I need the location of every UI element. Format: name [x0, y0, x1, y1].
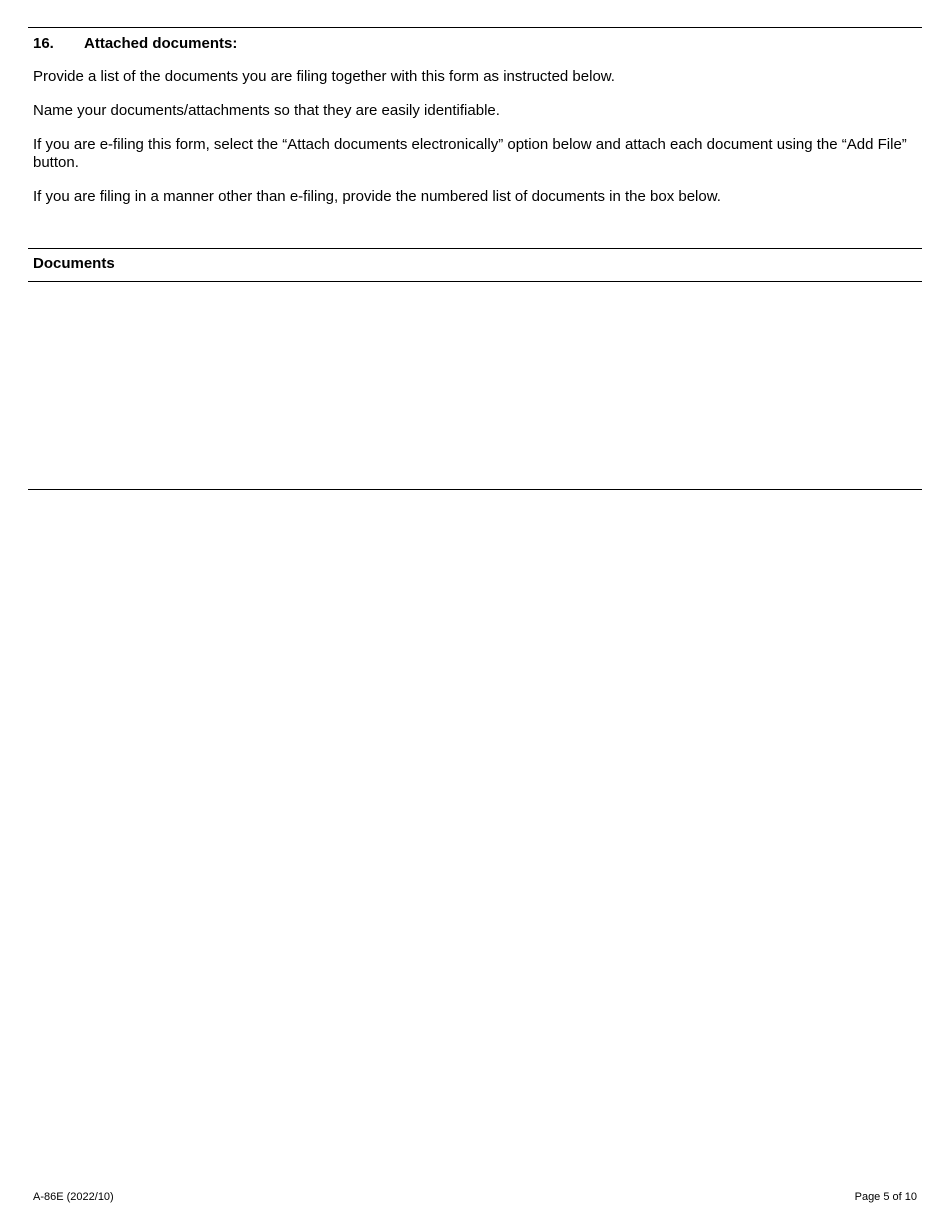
top-rule [28, 27, 922, 28]
instruction-paragraph: Provide a list of the documents you are filing together with this form as instructed below. [33, 68, 615, 85]
documents-bottom-rule [28, 489, 922, 490]
section-title: Attached documents: [84, 35, 238, 52]
documents-top-rule [28, 248, 922, 249]
instruction-paragraph: If you are e-filing this form, select the “Attach documents electronically” option below and attach each document using the “Add File” button. [33, 136, 907, 171]
page-number: Page 5 of 10 [854, 1191, 917, 1203]
instruction-paragraph: If you are filing in a manner other than e-filing, provide the numbered list of documents in the box below. [33, 188, 721, 205]
documents-heading: Documents [33, 255, 115, 272]
form-id: A-86E (2022/10) [33, 1191, 114, 1203]
instruction-paragraph: Name your documents/attachments so that they are easily identifiable. [33, 102, 500, 119]
section-number: 16. [33, 35, 54, 52]
section-heading [33, 35, 237, 52]
documents-list-field[interactable] [28, 282, 922, 489]
